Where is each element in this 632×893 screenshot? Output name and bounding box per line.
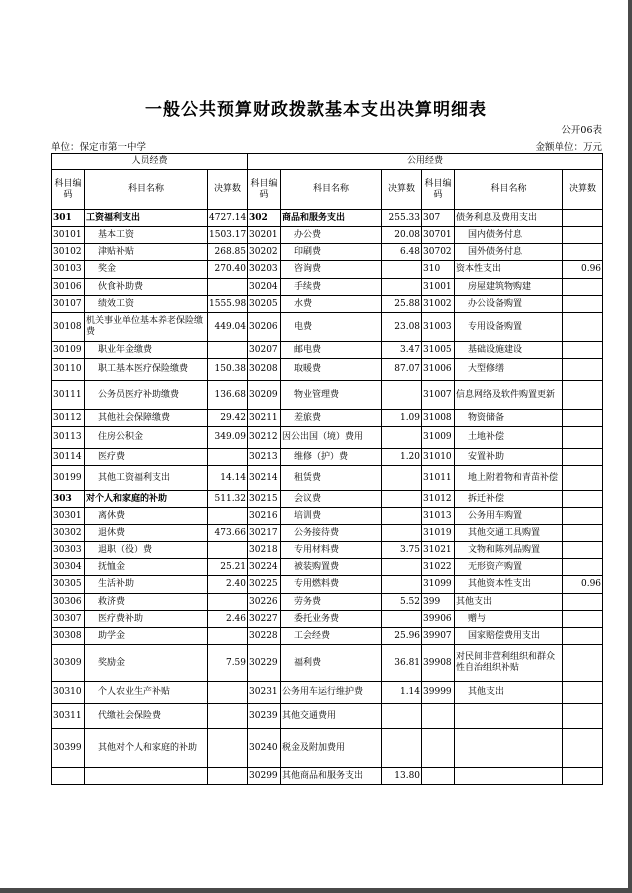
subject-code-cell: 30224 bbox=[248, 559, 281, 576]
subject-name-cell: 其他工资福利支出 bbox=[85, 466, 208, 491]
col-header-code: 科目编码 bbox=[422, 170, 455, 210]
subject-name-cell: 其他资本性支出 bbox=[455, 576, 563, 594]
subject-code-cell: 30307 bbox=[52, 611, 85, 628]
subject-name-cell: 取暖费 bbox=[281, 359, 382, 381]
subject-code-cell: 30299 bbox=[248, 768, 281, 785]
subject-name-cell: 医疗费 bbox=[85, 449, 208, 466]
subject-name-cell: 对个人和家庭的补助 bbox=[85, 491, 208, 508]
subject-code-cell: 30204 bbox=[248, 279, 281, 296]
table-row bbox=[52, 227, 603, 244]
table-row bbox=[52, 729, 603, 768]
subject-name-cell: 税金及附加费用 bbox=[281, 729, 382, 768]
subject-name-cell: 物业管理费 bbox=[281, 381, 382, 410]
amount-cell bbox=[563, 449, 603, 466]
subject-code-cell: 30310 bbox=[52, 682, 85, 704]
amount-cell bbox=[563, 542, 603, 559]
subject-name-cell: 其他商品和服务支出 bbox=[281, 768, 382, 785]
subject-name-cell: 专用设备购置 bbox=[455, 313, 563, 342]
amount-cell: 7.59 bbox=[208, 645, 248, 682]
amount-cell: 13.80 bbox=[382, 768, 422, 785]
table-row bbox=[52, 768, 603, 785]
subject-name-cell: 其他支出 bbox=[455, 682, 563, 704]
amount-cell bbox=[563, 359, 603, 381]
amount-cell bbox=[563, 594, 603, 611]
amount-cell bbox=[563, 559, 603, 576]
subject-name-cell: 办公设备购置 bbox=[455, 296, 563, 313]
subject-name-cell: 手续费 bbox=[281, 279, 382, 296]
subject-code-cell: 30209 bbox=[248, 381, 281, 410]
amount-cell bbox=[563, 381, 603, 410]
subject-code-cell: 30228 bbox=[248, 628, 281, 645]
subject-code-cell: 30101 bbox=[52, 227, 85, 244]
subject-code-cell: 30240 bbox=[248, 729, 281, 768]
amount-cell bbox=[563, 296, 603, 313]
amount-cell bbox=[382, 729, 422, 768]
amount-cell: 2.46 bbox=[208, 611, 248, 628]
amount-cell bbox=[382, 381, 422, 410]
subject-code-cell: 30103 bbox=[52, 261, 85, 279]
subject-name-cell: 国家赔偿费用支出 bbox=[455, 628, 563, 645]
subject-code-cell: 31001 bbox=[422, 279, 455, 296]
subject-code-cell: 30301 bbox=[52, 508, 85, 525]
subject-name-cell: 其他支出 bbox=[455, 594, 563, 611]
amount-cell bbox=[382, 279, 422, 296]
subject-name-cell: 奖金 bbox=[85, 261, 208, 279]
subject-code-cell: 39906 bbox=[422, 611, 455, 628]
subject-code-cell: 30199 bbox=[52, 466, 85, 491]
amount-cell bbox=[208, 628, 248, 645]
page-edge-right bbox=[628, 0, 632, 893]
subject-name-cell: 债务利息及费用支出 bbox=[455, 210, 563, 227]
subject-name-cell: 邮电费 bbox=[281, 342, 382, 359]
amount-cell bbox=[382, 559, 422, 576]
page-edge-bottom bbox=[0, 888, 632, 893]
subject-code-cell: 31009 bbox=[422, 427, 455, 449]
amount-cell bbox=[563, 729, 603, 768]
subject-name-cell: 无形资产购置 bbox=[455, 559, 563, 576]
subject-code-cell: 31007 bbox=[422, 381, 455, 410]
amount-cell bbox=[563, 645, 603, 682]
subject-code-cell: 30308 bbox=[52, 628, 85, 645]
col-header-name: 科目名称 bbox=[281, 170, 382, 210]
table-row bbox=[52, 628, 603, 645]
subject-code-cell: 30214 bbox=[248, 466, 281, 491]
subject-name-cell: 信息网络及软件购置更新 bbox=[455, 381, 563, 410]
subject-code-cell: 399 bbox=[422, 594, 455, 611]
subject-code-cell: 30306 bbox=[52, 594, 85, 611]
subject-name-cell: 伙食补助费 bbox=[85, 279, 208, 296]
amount-cell: 511.32 bbox=[208, 491, 248, 508]
amount-cell: 14.14 bbox=[208, 466, 248, 491]
subject-name-cell: 会议费 bbox=[281, 491, 382, 508]
subject-name-cell: 专用燃料费 bbox=[281, 576, 382, 594]
table-row bbox=[52, 576, 603, 594]
subject-code-cell: 30108 bbox=[52, 313, 85, 342]
subject-name-cell: 房屋建筑物购建 bbox=[455, 279, 563, 296]
subject-code-cell: 30218 bbox=[248, 542, 281, 559]
subject-code-cell: 30206 bbox=[248, 313, 281, 342]
subject-name-cell: 助学金 bbox=[85, 628, 208, 645]
subject-code-cell: 30113 bbox=[52, 427, 85, 449]
table-row bbox=[52, 359, 603, 381]
amount-cell: 1555.98 bbox=[208, 296, 248, 313]
subject-code-cell: 30114 bbox=[52, 449, 85, 466]
amount-cell bbox=[208, 594, 248, 611]
subject-name-cell: 福利费 bbox=[281, 645, 382, 682]
subject-name-cell: 电费 bbox=[281, 313, 382, 342]
subject-name-cell: 租赁费 bbox=[281, 466, 382, 491]
amount-cell bbox=[563, 704, 603, 729]
subject-name-cell: 其他交通费用 bbox=[281, 704, 382, 729]
subject-code-cell: 31011 bbox=[422, 466, 455, 491]
subject-name-cell: 津贴补贴 bbox=[85, 244, 208, 261]
subject-name-cell: 地上附着物和青苗补偿 bbox=[455, 466, 563, 491]
table-row bbox=[52, 611, 603, 628]
amount-cell: 25.88 bbox=[382, 296, 422, 313]
subject-code-cell: 310 bbox=[422, 261, 455, 279]
amount-cell: 136.68 bbox=[208, 381, 248, 410]
subject-name-cell: 商品和服务支出 bbox=[281, 210, 382, 227]
amount-cell: 473.66 bbox=[208, 525, 248, 542]
amount-cell: 5.52 bbox=[382, 594, 422, 611]
subject-code-cell: 31013 bbox=[422, 508, 455, 525]
amount-cell: 23.08 bbox=[382, 313, 422, 342]
subject-code-cell: 30231 bbox=[248, 682, 281, 704]
subject-code-cell: 30216 bbox=[248, 508, 281, 525]
amount-cell: 0.96 bbox=[563, 576, 603, 594]
amount-cell bbox=[563, 313, 603, 342]
subject-code-cell: 30202 bbox=[248, 244, 281, 261]
amount-cell bbox=[563, 466, 603, 491]
subject-name-cell: 水费 bbox=[281, 296, 382, 313]
subject-name-cell: 机关事业单位基本养老保险缴费 bbox=[85, 313, 208, 342]
col-header-name: 科目名称 bbox=[85, 170, 208, 210]
subject-name-cell: 绩效工资 bbox=[85, 296, 208, 313]
subject-code-cell: 30239 bbox=[248, 704, 281, 729]
subject-name-cell: 对民间非营利组织和群众性自治组织补贴 bbox=[455, 645, 563, 682]
amount-cell bbox=[563, 342, 603, 359]
subject-name-cell: 生活补助 bbox=[85, 576, 208, 594]
amount-cell: 6.48 bbox=[382, 244, 422, 261]
subject-code-cell: 30201 bbox=[248, 227, 281, 244]
subject-name-cell: 国内债务付息 bbox=[455, 227, 563, 244]
subject-name-cell: 赠与 bbox=[455, 611, 563, 628]
subject-code-cell bbox=[422, 704, 455, 729]
subject-code-cell: 30226 bbox=[248, 594, 281, 611]
amount-cell bbox=[382, 427, 422, 449]
subject-code-cell: 301 bbox=[52, 210, 85, 227]
subject-code-cell: 31012 bbox=[422, 491, 455, 508]
subject-name-cell: 咨询费 bbox=[281, 261, 382, 279]
subject-code-cell: 30399 bbox=[52, 729, 85, 768]
table-row bbox=[52, 466, 603, 491]
amount-cell: 150.38 bbox=[208, 359, 248, 381]
subject-name-cell: 大型修缮 bbox=[455, 359, 563, 381]
amount-cell bbox=[563, 628, 603, 645]
amount-cell: 1503.17 bbox=[208, 227, 248, 244]
subject-code-cell: 30211 bbox=[248, 410, 281, 427]
table-row bbox=[52, 594, 603, 611]
subject-name-cell: 资本性支出 bbox=[455, 261, 563, 279]
amount-cell: 0.96 bbox=[563, 261, 603, 279]
amount-cell bbox=[563, 491, 603, 508]
subject-name-cell: 其他对个人和家庭的补助 bbox=[85, 729, 208, 768]
amount-cell bbox=[563, 508, 603, 525]
subject-code-cell bbox=[422, 768, 455, 785]
amount-cell bbox=[382, 466, 422, 491]
amount-cell bbox=[563, 682, 603, 704]
amount-cell: 349.09 bbox=[208, 427, 248, 449]
subject-name-cell: 退休费 bbox=[85, 525, 208, 542]
amount-cell: 1.14 bbox=[382, 682, 422, 704]
form-number: 公开06表 bbox=[561, 125, 602, 136]
amount-cell: 25.21 bbox=[208, 559, 248, 576]
amount-cell bbox=[208, 704, 248, 729]
subject-name-cell bbox=[455, 768, 563, 785]
subject-code-cell: 31003 bbox=[422, 313, 455, 342]
subject-code-cell: 31008 bbox=[422, 410, 455, 427]
subject-name-cell: 离休费 bbox=[85, 508, 208, 525]
amount-cell bbox=[563, 525, 603, 542]
subject-name-cell: 基础设施建设 bbox=[455, 342, 563, 359]
subject-code-cell: 30112 bbox=[52, 410, 85, 427]
subject-name-cell bbox=[455, 729, 563, 768]
amount-cell: 87.07 bbox=[382, 359, 422, 381]
group-header-personnel: 人员经费 bbox=[52, 154, 248, 170]
subject-code-cell: 30303 bbox=[52, 542, 85, 559]
subject-code-cell: 30110 bbox=[52, 359, 85, 381]
amount-cell: 25.96 bbox=[382, 628, 422, 645]
subject-code-cell: 30305 bbox=[52, 576, 85, 594]
amount-cell: 20.08 bbox=[382, 227, 422, 244]
subject-name-cell: 奖励金 bbox=[85, 645, 208, 682]
table-row bbox=[52, 491, 603, 508]
subject-code-cell: 30227 bbox=[248, 611, 281, 628]
subject-code-cell: 30207 bbox=[248, 342, 281, 359]
subject-name-cell: 专用材料费 bbox=[281, 542, 382, 559]
col-header-name: 科目名称 bbox=[455, 170, 563, 210]
table-row bbox=[52, 261, 603, 279]
subject-name-cell: 职工基本医疗保险缴费 bbox=[85, 359, 208, 381]
table-row bbox=[52, 508, 603, 525]
amount-cell bbox=[563, 227, 603, 244]
subject-name-cell: 医疗费补助 bbox=[85, 611, 208, 628]
subject-name-cell bbox=[85, 768, 208, 785]
amount-cell bbox=[382, 611, 422, 628]
amount-cell bbox=[563, 210, 603, 227]
amount-cell: 3.75 bbox=[382, 542, 422, 559]
subject-name-cell bbox=[455, 704, 563, 729]
table-row bbox=[52, 210, 603, 227]
subject-name-cell: 维修（护）费 bbox=[281, 449, 382, 466]
subject-name-cell: 公务用车运行维护费 bbox=[281, 682, 382, 704]
unit-label: 单位：保定市第一中学 bbox=[51, 142, 147, 153]
amount-cell: 449.04 bbox=[208, 313, 248, 342]
amount-cell bbox=[382, 576, 422, 594]
table-row bbox=[52, 449, 603, 466]
table-row bbox=[52, 296, 603, 313]
subject-code-cell: 39908 bbox=[422, 645, 455, 682]
table-row bbox=[52, 313, 603, 342]
subject-code-cell: 31006 bbox=[422, 359, 455, 381]
subject-code-cell: 30107 bbox=[52, 296, 85, 313]
subject-code-cell: 30205 bbox=[248, 296, 281, 313]
amount-cell bbox=[208, 682, 248, 704]
subject-code-cell: 30225 bbox=[248, 576, 281, 594]
subject-name-cell: 抚恤金 bbox=[85, 559, 208, 576]
subject-name-cell: 拆迁补偿 bbox=[455, 491, 563, 508]
subject-code-cell: 30217 bbox=[248, 525, 281, 542]
subject-name-cell: 代缴社会保险费 bbox=[85, 704, 208, 729]
group-header-public: 公用经费 bbox=[248, 154, 603, 170]
subject-name-cell: 基本工资 bbox=[85, 227, 208, 244]
amount-cell bbox=[208, 508, 248, 525]
subject-name-cell: 工资福利支出 bbox=[85, 210, 208, 227]
col-header-amount: 决算数 bbox=[208, 170, 248, 210]
amount-cell bbox=[563, 427, 603, 449]
subject-code-cell: 30102 bbox=[52, 244, 85, 261]
subject-code-cell: 30111 bbox=[52, 381, 85, 410]
subject-code-cell: 31010 bbox=[422, 449, 455, 466]
amount-cell: 270.40 bbox=[208, 261, 248, 279]
subject-code-cell: 30302 bbox=[52, 525, 85, 542]
table-row bbox=[52, 542, 603, 559]
amount-cell bbox=[563, 244, 603, 261]
subject-code-cell: 30203 bbox=[248, 261, 281, 279]
currency-unit-label: 金额单位：万元 bbox=[535, 142, 602, 153]
amount-cell bbox=[382, 525, 422, 542]
subject-code-cell: 30208 bbox=[248, 359, 281, 381]
table-row bbox=[52, 342, 603, 359]
subject-code-cell: 31019 bbox=[422, 525, 455, 542]
table-row bbox=[52, 559, 603, 576]
amount-cell: 29.42 bbox=[208, 410, 248, 427]
subject-name-cell: 安置补助 bbox=[455, 449, 563, 466]
amount-cell bbox=[563, 279, 603, 296]
amount-cell: 1.20 bbox=[382, 449, 422, 466]
subject-name-cell: 劳务费 bbox=[281, 594, 382, 611]
subject-code-cell: 31002 bbox=[422, 296, 455, 313]
subject-code-cell: 30229 bbox=[248, 645, 281, 682]
subject-code-cell: 30106 bbox=[52, 279, 85, 296]
amount-cell bbox=[382, 261, 422, 279]
table-row bbox=[52, 410, 603, 427]
subject-name-cell: 差旅费 bbox=[281, 410, 382, 427]
subject-name-cell: 职业年金缴费 bbox=[85, 342, 208, 359]
amount-cell bbox=[208, 768, 248, 785]
col-header-amount: 决算数 bbox=[382, 170, 422, 210]
subject-name-cell: 公务接待费 bbox=[281, 525, 382, 542]
subject-code-cell: 30212 bbox=[248, 427, 281, 449]
table-row bbox=[52, 427, 603, 449]
amount-cell bbox=[382, 508, 422, 525]
subject-code-cell: 31021 bbox=[422, 542, 455, 559]
amount-cell bbox=[208, 342, 248, 359]
table-row bbox=[52, 682, 603, 704]
expenditure-table bbox=[51, 153, 603, 785]
table-row bbox=[52, 279, 603, 296]
subject-code-cell: 30311 bbox=[52, 704, 85, 729]
subject-name-cell: 公务员医疗补助缴费 bbox=[85, 381, 208, 410]
subject-code-cell: 30309 bbox=[52, 645, 85, 682]
amount-cell: 268.85 bbox=[208, 244, 248, 261]
subject-code-cell bbox=[52, 768, 85, 785]
subject-code-cell: 30109 bbox=[52, 342, 85, 359]
subject-name-cell: 救济费 bbox=[85, 594, 208, 611]
amount-cell bbox=[382, 704, 422, 729]
amount-cell bbox=[208, 279, 248, 296]
subject-code-cell: 39907 bbox=[422, 628, 455, 645]
amount-cell: 1.09 bbox=[382, 410, 422, 427]
amount-cell: 4727.14 bbox=[208, 210, 248, 227]
table-row bbox=[52, 244, 603, 261]
subject-name-cell: 文物和陈列品购置 bbox=[455, 542, 563, 559]
amount-cell: 2.40 bbox=[208, 576, 248, 594]
subject-code-cell: 30215 bbox=[248, 491, 281, 508]
subject-code-cell: 31099 bbox=[422, 576, 455, 594]
subject-code-cell: 307 bbox=[422, 210, 455, 227]
subject-code-cell: 31022 bbox=[422, 559, 455, 576]
table-row bbox=[52, 381, 603, 410]
subject-code-cell bbox=[422, 729, 455, 768]
subject-name-cell: 办公费 bbox=[281, 227, 382, 244]
subject-code-cell: 30304 bbox=[52, 559, 85, 576]
amount-cell bbox=[208, 729, 248, 768]
table-row bbox=[52, 525, 603, 542]
subject-name-cell: 因公出国（境）费用 bbox=[281, 427, 382, 449]
page-title: 一般公共预算财政拨款基本支出决算明细表 bbox=[145, 100, 487, 120]
subject-name-cell: 培训费 bbox=[281, 508, 382, 525]
subject-name-cell: 国外债务付息 bbox=[455, 244, 563, 261]
subject-name-cell: 其他社会保障缴费 bbox=[85, 410, 208, 427]
subject-code-cell: 30702 bbox=[422, 244, 455, 261]
subject-code-cell: 302 bbox=[248, 210, 281, 227]
subject-name-cell: 其他交通工具购置 bbox=[455, 525, 563, 542]
amount-cell bbox=[563, 410, 603, 427]
subject-name-cell: 退职（役）费 bbox=[85, 542, 208, 559]
amount-cell bbox=[563, 768, 603, 785]
amount-cell bbox=[208, 542, 248, 559]
col-header-code: 科目编码 bbox=[248, 170, 281, 210]
amount-cell bbox=[563, 611, 603, 628]
amount-cell bbox=[208, 449, 248, 466]
subject-name-cell: 个人农业生产补贴 bbox=[85, 682, 208, 704]
subject-code-cell: 30701 bbox=[422, 227, 455, 244]
col-header-amount: 决算数 bbox=[563, 170, 603, 210]
subject-name-cell: 印刷费 bbox=[281, 244, 382, 261]
subject-name-cell: 物资储备 bbox=[455, 410, 563, 427]
amount-cell bbox=[382, 491, 422, 508]
amount-cell: 255.33 bbox=[382, 210, 422, 227]
subject-code-cell: 303 bbox=[52, 491, 85, 508]
amount-cell: 36.81 bbox=[382, 645, 422, 682]
subject-name-cell: 委托业务费 bbox=[281, 611, 382, 628]
col-header-code: 科目编码 bbox=[52, 170, 85, 210]
amount-cell: 3.47 bbox=[382, 342, 422, 359]
subject-code-cell: 31005 bbox=[422, 342, 455, 359]
table-row bbox=[52, 704, 603, 729]
subject-name-cell: 住房公积金 bbox=[85, 427, 208, 449]
subject-name-cell: 土地补偿 bbox=[455, 427, 563, 449]
subject-code-cell: 30213 bbox=[248, 449, 281, 466]
table-row bbox=[52, 645, 603, 682]
subject-name-cell: 公务用车购置 bbox=[455, 508, 563, 525]
subject-name-cell: 被装购置费 bbox=[281, 559, 382, 576]
subject-code-cell: 39999 bbox=[422, 682, 455, 704]
subject-name-cell: 工会经费 bbox=[281, 628, 382, 645]
